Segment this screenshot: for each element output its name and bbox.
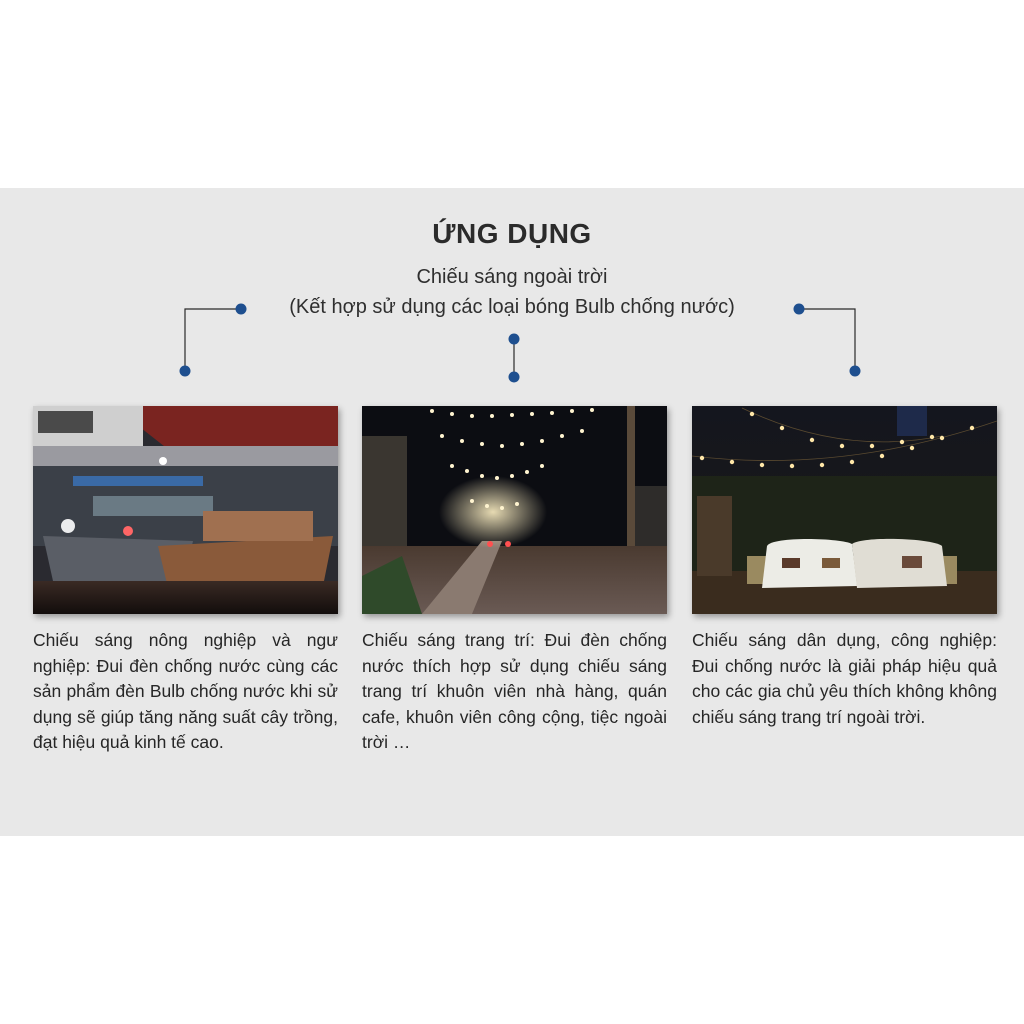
street-string-lights-photo [362, 406, 667, 614]
subtitle-line-2: (Kết hợp sử dụng các loại bóng Bulb chống nước) [289, 296, 735, 318]
card-2-description: Chiếu sáng trang trí: Đui đèn chống nước thích hợp sử dụng chiếu sáng trang trí khuôn viên nhà hàng, quán cafe, khuôn viên công cộng, tiệc ngoài trời … [362, 630, 667, 752]
subtitle-line-1: Chiếu sáng ngoài trời [416, 266, 608, 288]
card-3-description: Chiếu sáng dân dụng, công nghiệp: Đui chống nước là giải pháp hiệu quả cho các gia chủ yêu thích không không chiếu sáng trang trí ngoài trời. [692, 630, 997, 727]
card-1-description: Chiếu sáng nông nghiệp và ngư nghiệp: Đui đèn chống nước cùng các sản phẩm đèn Bulb chống nước khi sử dụng sẽ giúp tăng năng suất cây trồng, đạt hiệu quả kinh tế cao. [33, 630, 338, 752]
boats-at-night-photo [33, 406, 338, 614]
garden-sofa-lights-photo [692, 406, 997, 614]
section-title: ỨNG DỤNG [432, 218, 592, 249]
